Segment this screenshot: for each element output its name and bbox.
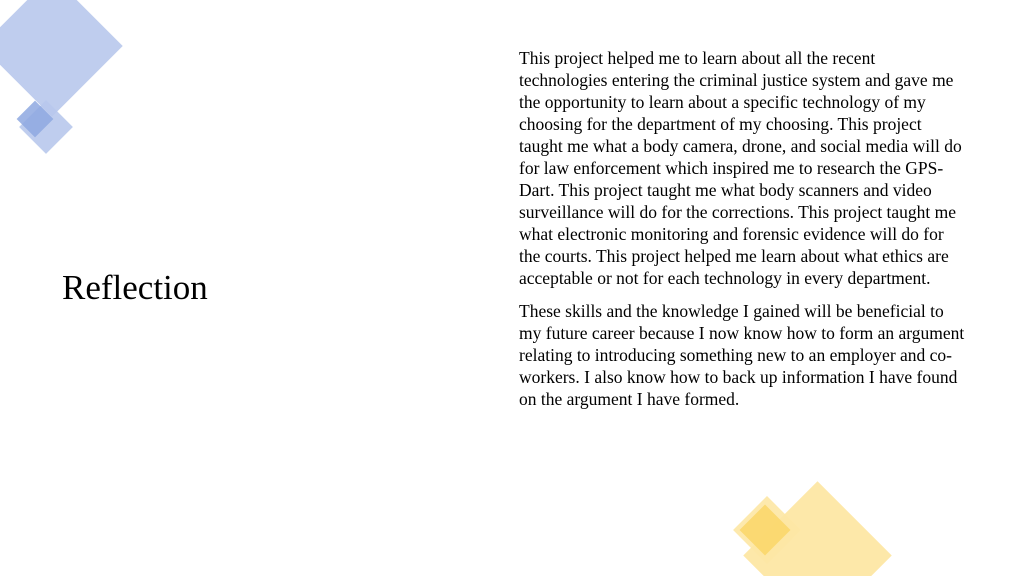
slide-title: Reflection — [62, 268, 208, 307]
body-paragraph-1: This project helped me to learn about all the recent technologies entering the criminal justice system and gave me the opportunity to learn about a specific technology of my choosing for the department of my choosing. This project taught me what a body camera, drone, and social media will do for law enforcement which inspired me to research the GPS-Dart. This project taught me what body scanners and video surveillance will do for the corrections. This project taught me what electronic monitoring and forensic evidence will do for the courts. This project helped me learn about what ethics are acceptable or not for each technology in every department. — [519, 48, 962, 288]
decorative-diamond-blue-large — [0, 0, 123, 117]
slide-body — [519, 47, 965, 421]
body-paragraph-2: These skills and the knowledge I gained will be beneficial to my future career because I now know how to form an argument relating to introducing something new to an employer and co-workers. I also know how to back up information I have found on the argument I have formed. — [519, 301, 965, 409]
